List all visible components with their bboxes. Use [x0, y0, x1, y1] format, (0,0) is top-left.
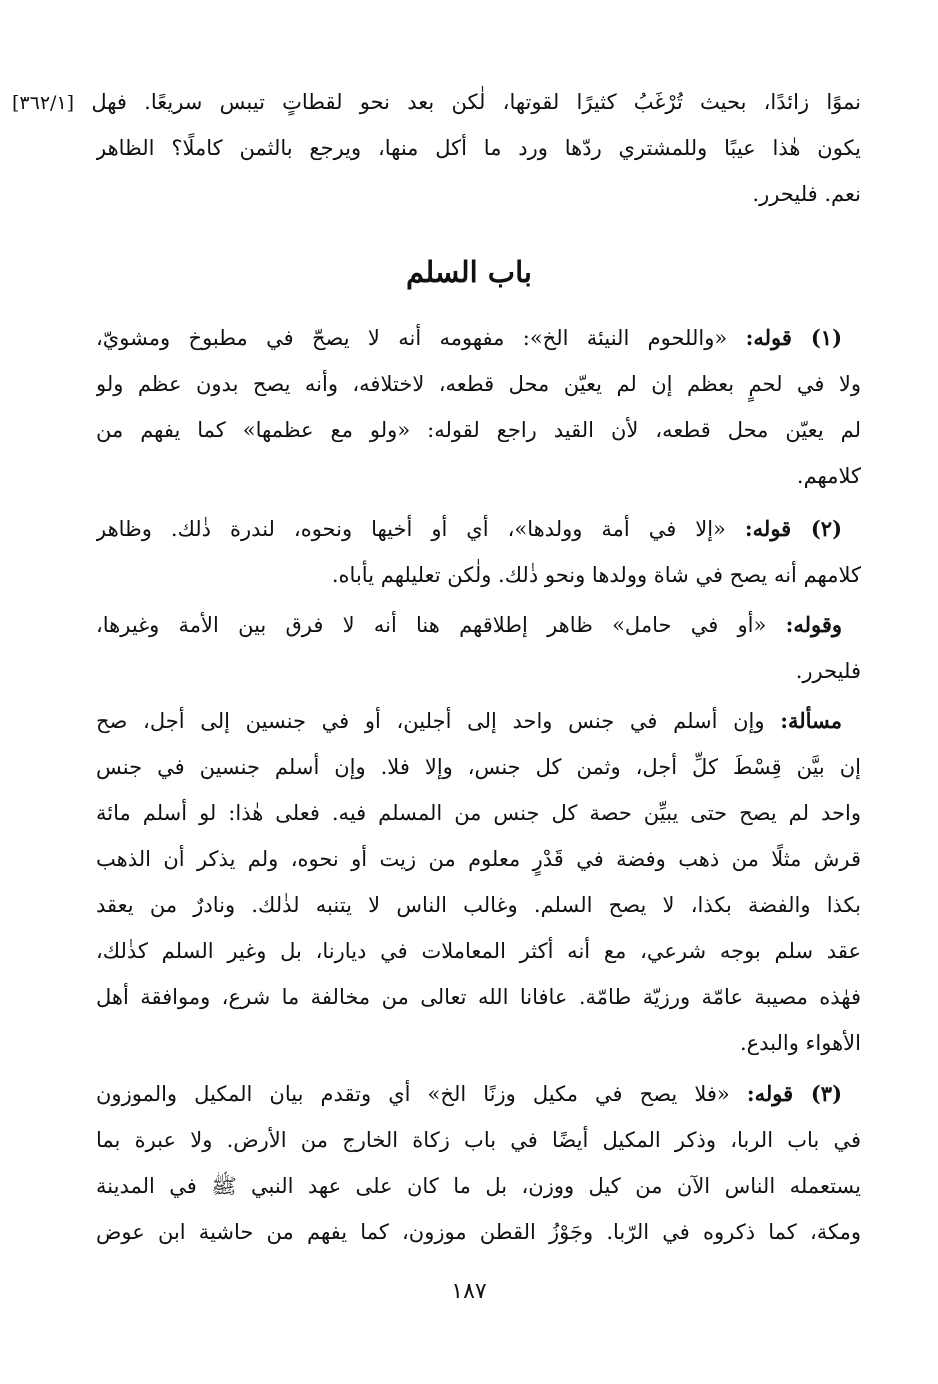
line-text: وإن أسلم في جنس واحد إلى أجلين، أو في جنسين إلى أجل، صح	[96, 709, 765, 733]
text-line: فهٰذه مصيبة عامّة ورزيّة طامّة. عافانا الله تعالى من مخالفة ما شرع، وموافقة أهل	[96, 985, 861, 1009]
paragraph-first-line	[96, 1072, 842, 1116]
text-line: الأهواء والبدع.	[739, 1031, 861, 1055]
text-line: ومكة، كما ذكروه في الرّبا. وجَوْزُ القطن موزون، كما يفهم من حاشية ابن عوض	[96, 1220, 861, 1244]
text-line: لم يعيّن محل قطعه، لأن القيد راجع لقوله: «ولو مع عظمها» كما يفهم من	[96, 418, 861, 442]
paragraph-label: (٢) قوله:	[744, 516, 842, 541]
text-line: فليحرر.	[795, 659, 861, 683]
text-line: واحد لم يصح حتى يبيِّن حصة كل جنس من المسلم فيه. فعلى هٰذا: لو أسلم مائة	[96, 801, 861, 825]
line-text: «واللحوم النيئة الخ»: مفهومه أنه لا يصحّ في مطبوخ ومشويّ،	[96, 326, 728, 350]
line-text: «أو في حامل» ظاهر إطلاقهم هنا أنه لا فرق بين الأمة وغيرها،	[96, 613, 767, 637]
text-line: يكون هٰذا عيبًا وللمشتري ردّها ورد ما أكل منها، ويرجع بالثمن كاملًا؟ الظاهر	[96, 136, 861, 160]
text-line: كلامهم أنه يصح في شاة وولدها ونحو ذٰلك. ولٰكن تعليلهم يأباه.	[331, 563, 861, 587]
text-line: يستعمله الناس الآن من كيل ووزن، بل ما كان على عهد النبي ﷺ في المدينة	[96, 1174, 861, 1198]
text-line: قرش مثلًا من ذهب وفضة في قَدْرٍ معلوم من زيت أو نحوه، ولم يذكر أن الذهب	[96, 847, 861, 871]
text-line	[12, 80, 861, 124]
line-text: «فلا يصح في مكيل وزنًا الخ» أي وتقدم بيان المكيل والموزون	[96, 1082, 730, 1106]
paragraph-first-line	[96, 603, 842, 647]
text-line: في باب الربا، وذكر المكيل أيضًا في باب زكاة الخارج من الأرض. ولا عبرة بما	[96, 1128, 861, 1152]
text-line: نعم. فليحرر.	[752, 182, 861, 206]
line-text: «إلا في أمة وولدها»، أي أو أخيها ونحوه، لندرة ذٰلك. وظاهر	[96, 517, 726, 541]
paragraph-first-line	[96, 316, 842, 360]
paragraph-label: (٣) قوله:	[746, 1081, 842, 1106]
paragraph-label: مسألة:	[780, 708, 842, 733]
text-line: كلامهم.	[796, 464, 861, 488]
line-text: نموًا زائدًا، بحيث تُرْغَبُ كثيرًا لقوتها، لٰكن بعد نحو لقطاتٍ تيبس سريعًا. فهل	[91, 90, 861, 114]
page-reference: [٣٦٢/١]	[12, 92, 75, 114]
text-line: عقد سلم بوجه شرعي، مع أنه أكثر المعاملات في ديارنا، بل وغير السلم كذٰلك،	[96, 939, 861, 963]
text-line: ولا في لحمٍ بعظم إن لم يعيّن محل قطعه، لاختلافه، وأنه يصح بدون عظم ولو	[96, 372, 861, 396]
paragraph-label: (١) قوله:	[745, 325, 842, 350]
page-number: ١٨٧	[451, 1279, 487, 1304]
text-line: بكذا والفضة بكذا، لا يصح السلم. وغالب الناس لا يتنبه لذٰلك. ونادرٌ من يعقد	[96, 893, 861, 917]
paragraph-first-line	[96, 507, 842, 551]
paragraph-first-line	[96, 699, 842, 743]
paragraph-label: وقوله:	[785, 612, 842, 637]
text-line: إن بيَّن قِسْطَ كلِّ أجل، وثمن كل جنس، وإلا فلا. وإن أسلم جنسين في جنس	[96, 755, 861, 779]
section-title: باب السلم	[406, 255, 532, 289]
